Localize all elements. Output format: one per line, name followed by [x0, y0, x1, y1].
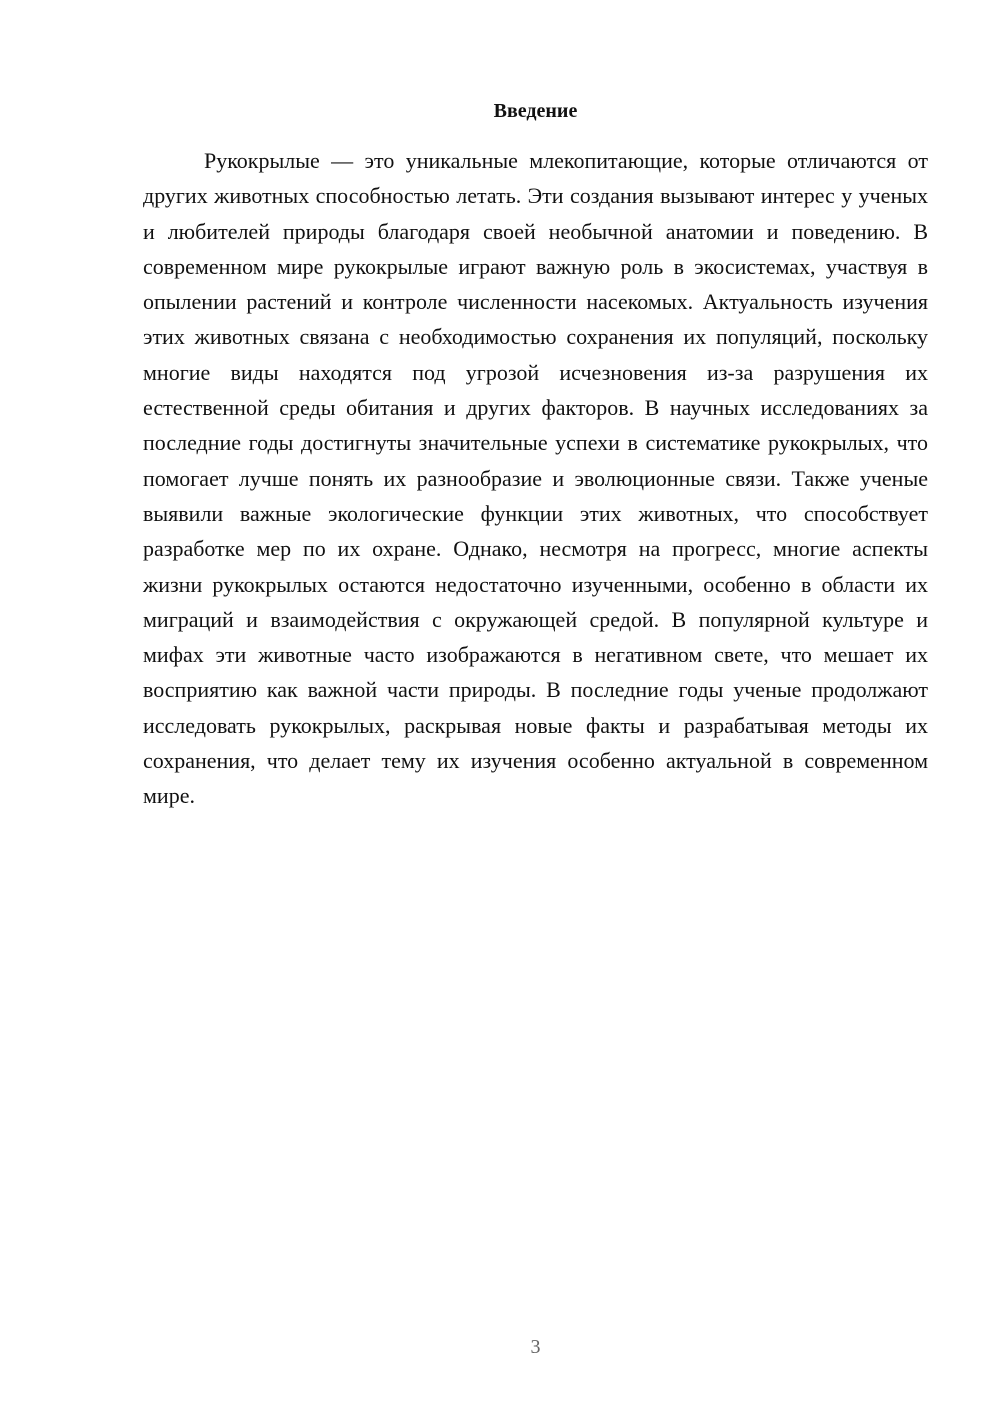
body-paragraph: Рукокрылые — это уникальные млекопитающие, которые отличаются от других животных способностью летать. Эти создания вызывают интерес у ученых и любителей природы благодаря своей необычной анатомии и поведению. В современном мире рукокрылые играют важную роль в экосистемах, участвуя в опылении растений и контроле численности насекомых. Актуальность изучения этих животных связана с необходимостью сохранения их популяций, поскольку многие виды находятся под угрозой исчезновения из-за разрушения их естественной среды обитания и других факторов. В научных исследованиях за последние годы достигнуты значительные успехи в систематике рукокрылых, что помогает лучше понять их разнообразие и эволюционные связи. Также ученые выявили важные экологические функции этих животных, что способствует разработке мер по их охране. Однако, несмотря на прогресс, многие аспекты жизни рукокрылых остаются недостаточно изученными, особенно в области их миграций и взаимодействия с окружающей средой. В популярной культуре и мифах эти животные часто изображаются в негативном свете, что мешает их восприятию как важной части природы. В последние годы ученые продолжают исследовать рукокрылых, раскрывая новые факты и разрабатывая методы их сохранения, что делает тему их изучения особенно актуальной в современном мире.	[143, 148, 928, 809]
page-number: 3	[530, 1336, 541, 1358]
section-heading: Введение	[493, 100, 578, 122]
